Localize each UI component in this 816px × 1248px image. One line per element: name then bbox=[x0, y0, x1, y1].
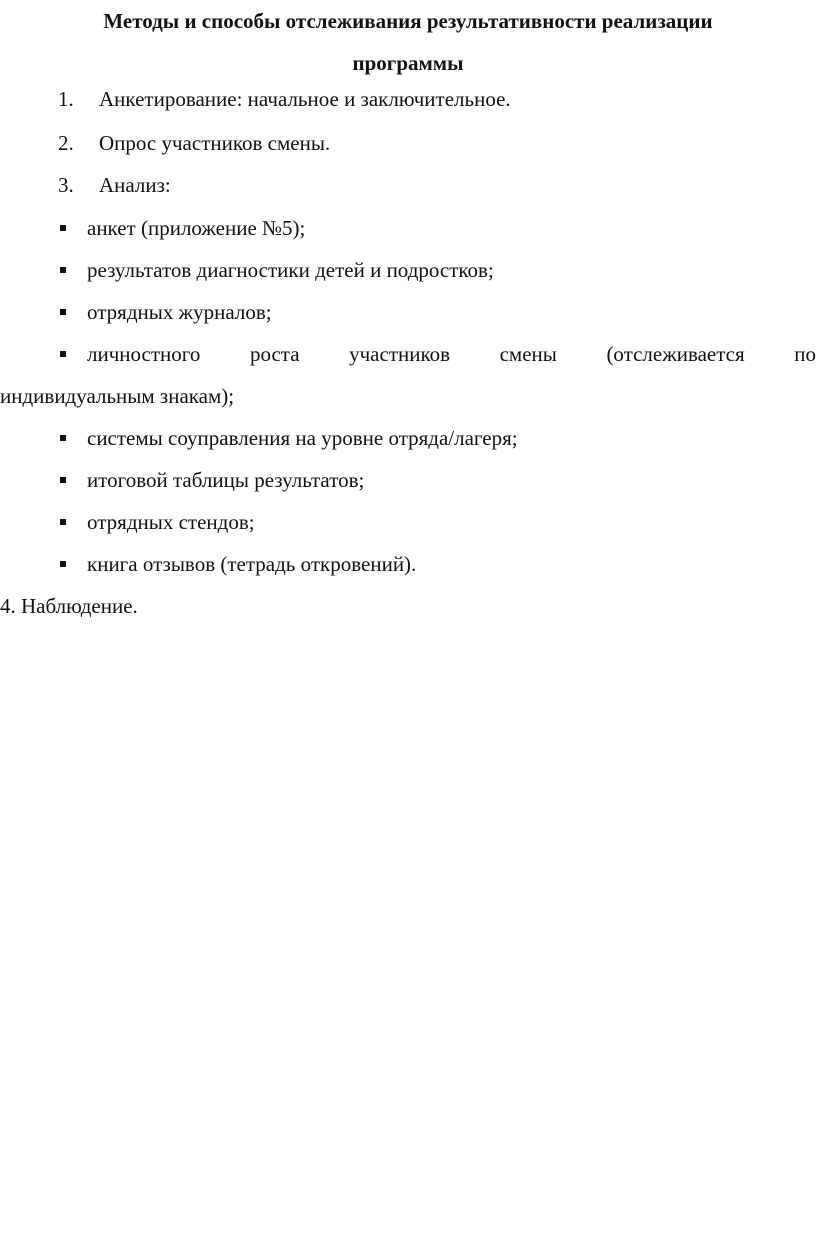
bullet-text: итоговой таблицы результатов; bbox=[87, 468, 365, 492]
numbered-item bbox=[0, 78, 816, 120]
bullet-text-justified bbox=[87, 333, 816, 375]
bullet-text: отрядных журналов; bbox=[87, 300, 272, 324]
bullet-item bbox=[0, 543, 816, 585]
square-bullet-icon bbox=[60, 519, 66, 525]
document-title-line-2: программы bbox=[352, 51, 464, 75]
word: по bbox=[794, 342, 816, 366]
numbered-item bbox=[0, 164, 816, 206]
item-text: Анкетирование: начальное и заключительное. bbox=[99, 87, 511, 111]
square-bullet-icon bbox=[60, 225, 66, 231]
document-title-line-1: Методы и способы отслеживания результативности реализации bbox=[103, 9, 713, 33]
item-text: Опрос участников смены. bbox=[99, 131, 331, 155]
bullet-item-long bbox=[0, 333, 816, 375]
word: роста bbox=[249, 342, 300, 366]
bullet-text: результатов диагностики детей и подростков; bbox=[87, 258, 494, 282]
square-bullet-icon bbox=[60, 351, 66, 357]
item-number: 2. bbox=[58, 131, 74, 155]
bullet-item bbox=[0, 459, 816, 501]
bullet-text: отрядных стендов; bbox=[87, 510, 255, 534]
bullet-item bbox=[0, 291, 816, 333]
item-number: 1. bbox=[58, 87, 74, 111]
bullet-item bbox=[0, 249, 816, 291]
square-bullet-icon bbox=[60, 309, 66, 315]
square-bullet-icon bbox=[60, 435, 66, 441]
square-bullet-icon bbox=[60, 561, 66, 567]
bullet-item bbox=[0, 501, 816, 543]
item-number: 3. bbox=[58, 173, 74, 197]
word: смены bbox=[499, 342, 557, 366]
bullet-continuation-text: индивидуальным знакам); bbox=[0, 384, 235, 408]
bullet-text: книга отзывов (тетрадь откровений). bbox=[87, 552, 417, 576]
bullet-text: системы соуправления на уровне отряда/лагеря; bbox=[87, 426, 518, 450]
final-item-text: 4. Наблюдение. bbox=[0, 594, 138, 618]
bullet-text: анкет (приложение №5); bbox=[87, 216, 306, 240]
word: личностного bbox=[87, 342, 201, 366]
bullet-item bbox=[0, 417, 816, 459]
final-numbered-item bbox=[0, 585, 816, 627]
bullet-item bbox=[0, 207, 816, 249]
square-bullet-icon bbox=[60, 267, 66, 273]
item-text: Анализ: bbox=[99, 173, 171, 197]
square-bullet-icon bbox=[60, 477, 66, 483]
bullet-continuation bbox=[0, 375, 816, 417]
numbered-item bbox=[0, 122, 816, 164]
word: (отслеживается bbox=[606, 342, 745, 366]
word: участников bbox=[349, 342, 451, 366]
